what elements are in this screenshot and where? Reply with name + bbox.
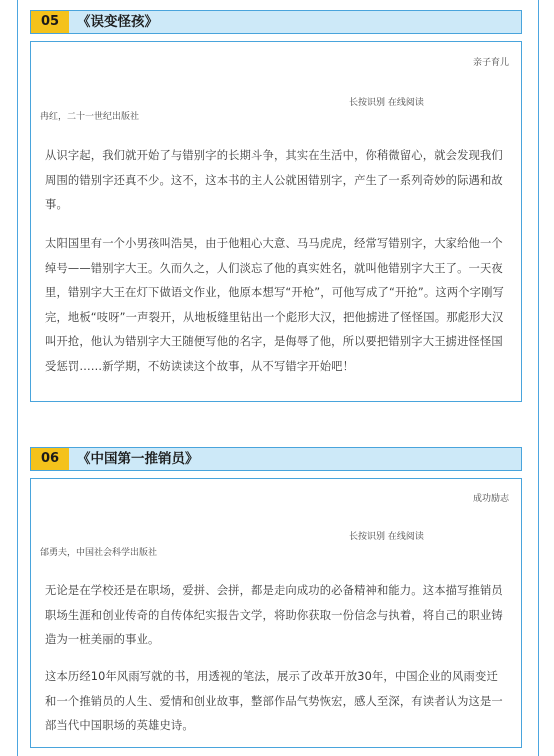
intro-paragraph: 从识字起，我们就开始了与错别字的长期斗争，其实在生活中，你稍微留心，就会发现我们周围的错别字还真不少。这不，这本书的主人公就困错别字，产生了一系列奇妙的际遇和故事。: [45, 149, 503, 211]
author-publisher: 冉红，二十一世纪出版社: [40, 112, 140, 122]
intro-paragraph: 这本历经10年风雨写就的书，用透视的笔法，展示了改革开放30年，中国企业的风雨变迁和一个推销员的人生、爱情和创业故事，整部作品气势恢宏，感人至深，有读者认为这是一部当代中国职场的英雄史诗。: [45, 670, 503, 732]
category-tag: 成功励志: [472, 494, 509, 504]
book-header: [30, 447, 522, 471]
intro-paragraph: 无论是在学校还是在职场，爱拼、会拼，都是走向成功的必备精神和能力。这本描写推销员职场生涯和创业传奇的自传体纪实报告文学，将助你获取一份信念与执着，将自己的职业铸造为一桩美丽的事业。: [45, 584, 503, 646]
book-card-06: [30, 447, 522, 747]
book-body: [30, 41, 522, 402]
author-publisher: 邰勇夫，中国社会科学出版社: [40, 548, 158, 558]
book-title: 《中国第一推销员》: [77, 451, 199, 467]
book-number-badge: 05: [31, 11, 69, 33]
category-tag: 亲子育儿: [472, 58, 509, 68]
book-title: 《误变怪孩》: [77, 14, 158, 30]
book-card-05: [30, 10, 522, 400]
book-number-badge: 06: [31, 448, 69, 470]
left-border-line: [17, 0, 18, 756]
scan-to-read-link[interactable]: 长按识别 在线阅读: [349, 98, 424, 108]
scan-to-read-link[interactable]: 长按识别 在线阅读: [349, 532, 424, 542]
book-header: [30, 10, 522, 34]
intro-paragraph: 太阳国里有一个小男孩叫浩昊，由于他粗心大意、马马虎虎，经常写错别字，大家给他一个绰号——错别字大王。久而久之，人们淡忘了他的真实姓名，就叫他错别字大王了。一天夜里，错别字大王在灯下做语文作业，他原本想写“开枪”，可他写成了“开抢”。这两个字刚写完，地板“吱呀”一声裂开，从地板缝里钻出一个彪形大汉，把他掳进了怪怪国。那彪形大汉叫开抢，他认为错别字大王随便写他的名字，是侮辱了他，所以要把错别字大王掳进怪怪国受惩罚……新学期，不妨读读这个故事，从不写错字开始吧！: [45, 237, 504, 373]
right-border-line: [538, 0, 539, 756]
book-body: [30, 478, 522, 748]
